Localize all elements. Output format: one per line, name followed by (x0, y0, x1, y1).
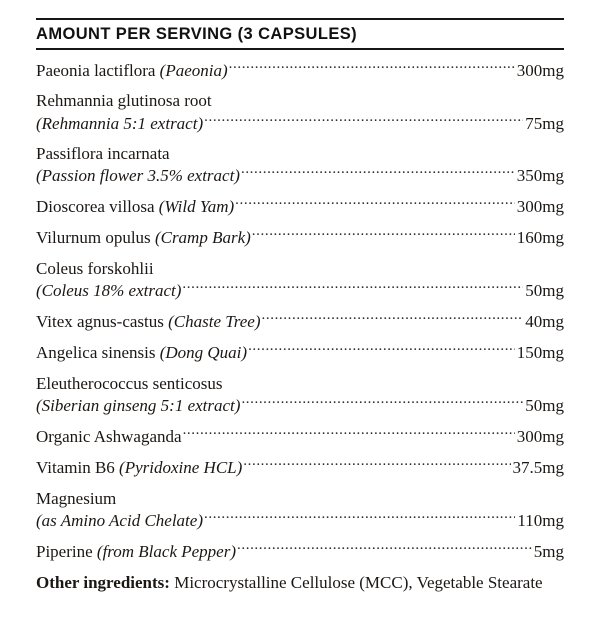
ingredient-name: Eleutherococcus senticosus (36, 373, 223, 393)
ingredient-scientific-name: Piperine (36, 542, 93, 562)
ingredient-qualifier-text: (Passion flower 3.5% extract) (36, 166, 240, 186)
ingredient-qualifier-text: (as Amino Acid Chelate) (36, 511, 203, 531)
ingredient-amount: 5mg (533, 542, 564, 562)
dot-leader (204, 112, 523, 129)
ingredient-amount-line (36, 425, 564, 448)
ingredient-common-name: (from Black Pepper) (96, 542, 237, 562)
ingredient-row (36, 341, 564, 364)
dot-leader (229, 59, 515, 76)
ingredient-row (36, 195, 564, 218)
ingredient-qualifier (36, 165, 240, 187)
other-ingredients-value: Microcrystalline Cellulose (MCC), Vegetable Stearate (169, 573, 543, 593)
dot-leader (237, 540, 532, 557)
ingredient-qualifier-text: (Rehmannia 5:1 extract) (36, 113, 204, 133)
dot-leader (252, 226, 515, 243)
ingredient-amount: 75mg (525, 113, 564, 133)
ingredient-amount-line (36, 195, 564, 218)
ingredient-name: Rehmannia glutinosa root (36, 91, 212, 111)
ingredient-amount-line (36, 509, 564, 532)
ingredient-scientific-name: Vitex agnus-castus (36, 312, 164, 332)
ingredient-scientific-name: Dioscorea villosa (36, 197, 155, 217)
ingredient-row (36, 310, 564, 333)
ingredient-scientific-name: Angelica sinensis (36, 343, 156, 363)
ingredient-amount-line (36, 394, 564, 417)
ingredient-name (36, 426, 182, 448)
dot-leader (241, 394, 523, 411)
ingredient-common-name: (Cramp Bark) (154, 228, 251, 248)
ingredient-amount-line (36, 540, 564, 563)
ingredient-amount-line (36, 456, 564, 479)
dot-leader (204, 509, 515, 526)
ingredient-row (36, 258, 564, 303)
ingredient-qualifier-text: (Coleus 18% extract) (36, 281, 182, 301)
ingredient-common-name: (Wild Yam) (158, 197, 235, 217)
ingredient-row (36, 456, 564, 479)
ingredient-name (36, 541, 236, 563)
ingredient-name (36, 457, 242, 479)
ingredient-name (36, 60, 228, 82)
other-ingredients-line (36, 571, 564, 594)
ingredient-amount: 37.5mg (512, 458, 564, 478)
ingredient-scientific-name: Vilurnum opulus (36, 228, 151, 248)
ingredient-name (36, 311, 261, 333)
ingredient-amount-line (36, 310, 564, 333)
ingredient-row (36, 226, 564, 249)
ingredient-amount-line (36, 341, 564, 364)
ingredient-qualifier-text: (Siberian ginseng 5:1 extract) (36, 396, 241, 416)
ingredient-name (36, 342, 247, 364)
ingredient-amount: 50mg (525, 281, 564, 301)
ingredient-common-name: (Paeonia) (159, 60, 228, 80)
ingredient-row (36, 488, 564, 533)
ingredient-amount: 350mg (516, 166, 564, 186)
ingredient-common-name: (Dong Quai) (159, 343, 248, 363)
ingredient-row (36, 373, 564, 418)
ingredient-name: Coleus forskohlii (36, 258, 154, 278)
ingredient-row (36, 59, 564, 82)
ingredient-common-name: (Chaste Tree) (168, 312, 261, 332)
ingredient-amount: 110mg (517, 511, 564, 531)
ingredient-row (36, 90, 564, 135)
ingredient-amount-line (36, 226, 564, 249)
ingredient-list (36, 50, 564, 563)
ingredient-name: Magnesium (36, 488, 117, 508)
ingredient-amount: 150mg (516, 343, 564, 363)
ingredient-amount: 50mg (525, 396, 564, 416)
ingredient-amount-line (36, 112, 564, 135)
ingredient-amount: 300mg (516, 60, 564, 80)
other-ingredients-label: Other ingredients: (36, 573, 170, 593)
dot-leader (182, 279, 523, 296)
ingredient-qualifier (36, 280, 181, 302)
ingredient-qualifier (36, 510, 203, 532)
ingredient-amount: 40mg (525, 312, 564, 332)
ingredient-amount: 300mg (516, 197, 564, 217)
ingredient-amount: 300mg (516, 427, 564, 447)
dot-leader (262, 310, 524, 327)
ingredient-amount-line (36, 164, 564, 187)
ingredient-amount-line (36, 279, 564, 302)
ingredient-scientific-name: Vitamin B6 (36, 458, 115, 478)
supplement-facts-panel (0, 18, 600, 618)
dot-leader (248, 341, 515, 358)
ingredient-amount-line (36, 59, 564, 82)
ingredient-scientific-name: Organic Ashwaganda (36, 427, 182, 447)
ingredient-qualifier (36, 395, 240, 417)
ingredient-scientific-name: Paeonia lactiflora (36, 60, 156, 80)
ingredient-amount: 160mg (516, 228, 564, 248)
dot-leader (241, 164, 515, 181)
ingredient-name (36, 196, 234, 218)
ingredient-row (36, 540, 564, 563)
ingredient-common-name: (Pyridoxine HCL) (119, 458, 243, 478)
ingredient-name (36, 227, 251, 249)
ingredient-row (36, 143, 564, 188)
dot-leader (243, 456, 510, 473)
ingredient-row (36, 425, 564, 448)
ingredient-name: Passiflora incarnata (36, 143, 170, 163)
panel-heading: AMOUNT PER SERVING (3 CAPSULES) (36, 25, 358, 43)
dot-leader (235, 195, 515, 212)
ingredient-qualifier (36, 113, 203, 135)
dot-leader (183, 425, 515, 442)
